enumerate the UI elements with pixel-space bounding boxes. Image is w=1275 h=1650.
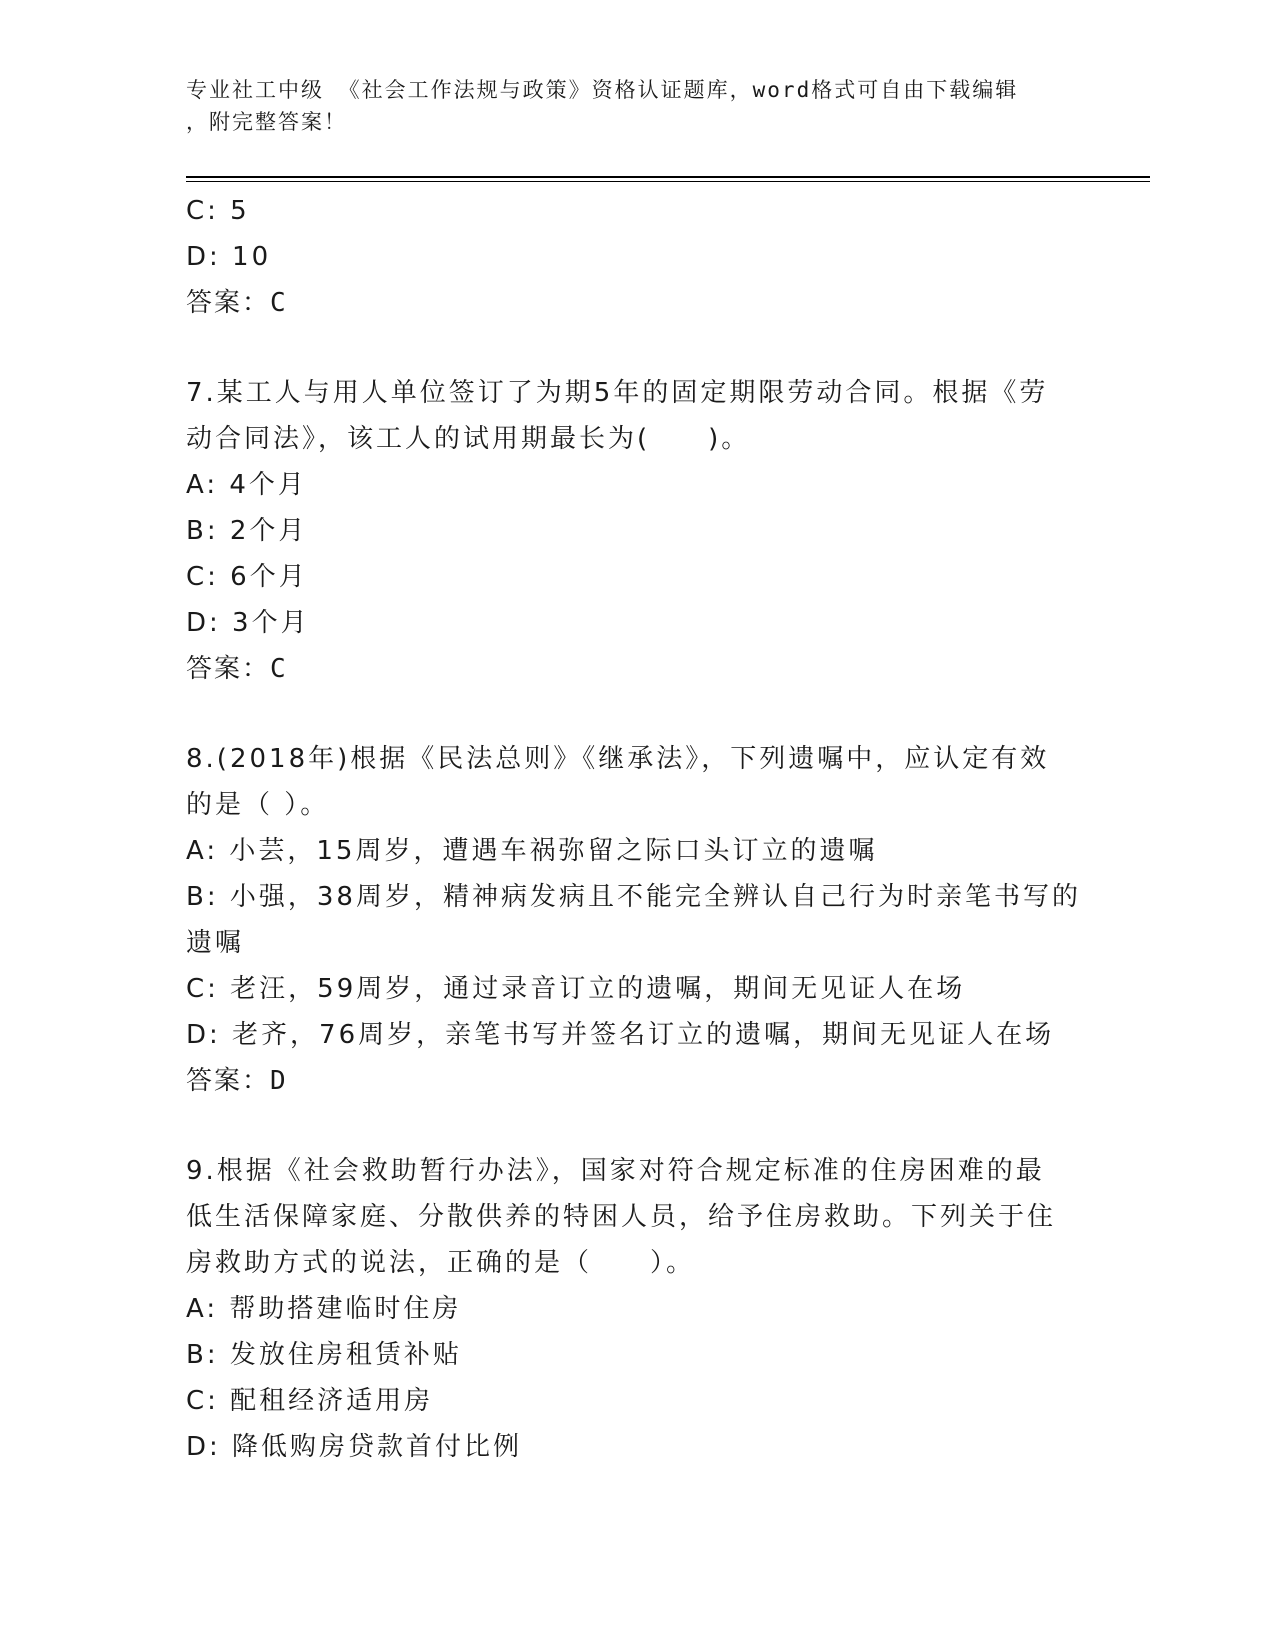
q6-answer: 答案：C xyxy=(186,288,288,318)
q8-option-d: D: 老齐，76周岁，亲笔书写并签名订立的遗嘱，期间无见证人在场 xyxy=(186,1020,1055,1050)
q8-option-a: A: 小芸，15周岁，遭遇车祸弥留之际口头订立的遗嘱 xyxy=(186,836,878,866)
q7-stem-line2: 动合同法》，该工人的试用期最长为( )。 xyxy=(186,424,751,454)
q7-stem-line1: 7.某工人与用人单位签订了为期5年的固定期限劳动合同。根据《劳 xyxy=(186,378,1049,408)
q8-option-b-line1: B: 小强，38周岁，精神病发病且不能完全辨认自己行为时亲笔书写的 xyxy=(186,882,1081,912)
q8-option-c: C: 老汪，59周岁，通过录音订立的遗嘱，期间无见证人在场 xyxy=(186,974,966,1004)
q8-stem-line2: 的是（ ）。 xyxy=(186,790,330,820)
q9-option-d: D: 降低购房贷款首付比例 xyxy=(186,1432,523,1462)
q9-option-c: C: 配租经济适用房 xyxy=(186,1386,434,1416)
q8-stem-line1: 8.(2018年)根据《民法总则》《继承法》，下列遗嘱中，应认定有效 xyxy=(186,744,1050,774)
q7-option-b: B: 2个月 xyxy=(186,516,308,546)
q6-option-c: C: 5 xyxy=(186,196,250,226)
q9-stem-line1: 9.根据《社会救助暂行办法》，国家对符合规定标准的住房困难的最 xyxy=(186,1156,1045,1186)
header-divider-thin xyxy=(186,181,1150,182)
document-header xyxy=(186,74,1086,138)
q6-option-d: D: 10 xyxy=(186,242,272,272)
question-8 xyxy=(186,736,1086,1104)
q8-answer: 答案：D xyxy=(186,1066,288,1096)
q9-stem-line3: 房救助方式的说法，正确的是（ ）。 xyxy=(186,1248,696,1278)
question-content xyxy=(186,188,1086,1470)
q8-option-b-line2: 遗嘱 xyxy=(186,928,245,958)
q7-answer: 答案：C xyxy=(186,654,288,684)
q7-option-d: D: 3个月 xyxy=(186,608,310,638)
q9-stem-line2: 低生活保障家庭、分散供养的特困人员，给予住房救助。下列关于住 xyxy=(186,1202,1057,1232)
q9-option-b: B: 发放住房租赁补贴 xyxy=(186,1340,462,1370)
header-divider-thick xyxy=(186,176,1150,178)
header-title-line2: ，附完整答案！ xyxy=(186,110,347,134)
header-title-line1: 专业社工中级 《社会工作法规与政策》资格认证题库，word格式可自由下载编辑 xyxy=(186,78,1019,102)
q7-option-c: C: 6个月 xyxy=(186,562,308,592)
question-9 xyxy=(186,1148,1086,1470)
question-6-tail xyxy=(186,188,1086,326)
q9-option-a: A: 帮助搭建临时住房 xyxy=(186,1294,462,1324)
question-7 xyxy=(186,370,1086,692)
q7-option-a: A: 4个月 xyxy=(186,470,307,500)
